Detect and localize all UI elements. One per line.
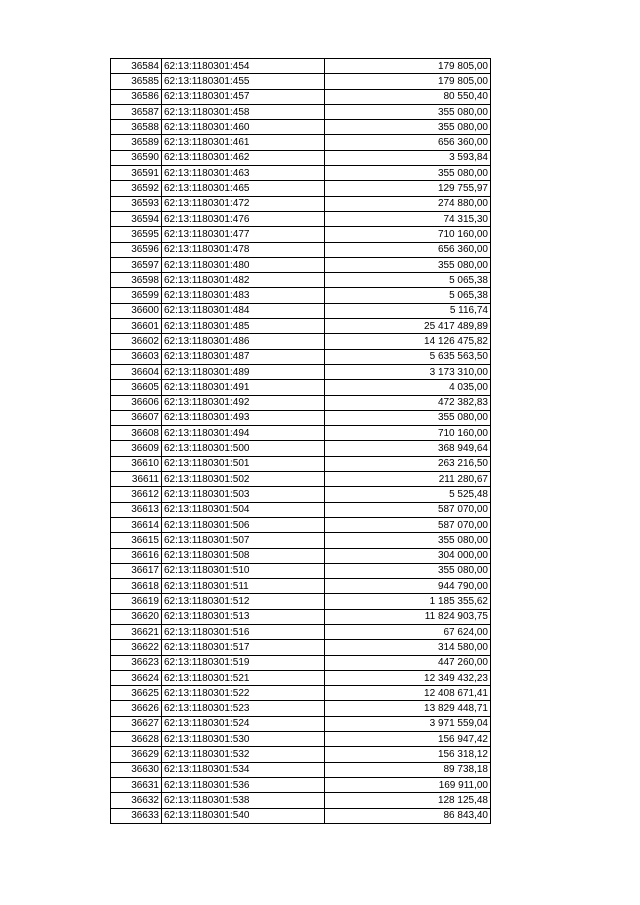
cadastral-number-cell: 62:13:1180301:506	[162, 517, 325, 532]
cadastral-value-cell: 11 824 903,75	[325, 609, 491, 624]
row-number-cell: 36624	[111, 670, 162, 685]
row-number-cell: 36599	[111, 288, 162, 303]
table-row	[111, 732, 491, 747]
cadastral-number-cell: 62:13:1180301:476	[162, 211, 325, 226]
cadastral-value-cell: 156 947,42	[325, 732, 491, 747]
table-row	[111, 288, 491, 303]
row-number-cell: 36628	[111, 732, 162, 747]
cadastral-number-cell: 62:13:1180301:530	[162, 732, 325, 747]
table-body	[111, 59, 491, 824]
cadastral-value-cell: 156 318,12	[325, 747, 491, 762]
row-number-cell: 36597	[111, 257, 162, 272]
row-number-cell: 36587	[111, 104, 162, 119]
row-number-cell: 36588	[111, 120, 162, 135]
cadastral-value-cell: 25 417 489,89	[325, 319, 491, 334]
cadastral-number-cell: 62:13:1180301:493	[162, 410, 325, 425]
row-number-cell: 36630	[111, 762, 162, 777]
row-number-cell: 36602	[111, 334, 162, 349]
table-row	[111, 135, 491, 150]
row-number-cell: 36609	[111, 441, 162, 456]
row-number-cell: 36611	[111, 472, 162, 487]
row-number-cell: 36610	[111, 456, 162, 471]
cadastral-value-cell: 128 125,48	[325, 793, 491, 808]
cadastral-value-cell: 129 755,97	[325, 181, 491, 196]
cadastral-number-cell: 62:13:1180301:472	[162, 196, 325, 211]
cadastral-number-cell: 62:13:1180301:524	[162, 716, 325, 731]
row-number-cell: 36633	[111, 808, 162, 823]
row-number-cell: 36590	[111, 150, 162, 165]
cadastral-number-cell: 62:13:1180301:494	[162, 426, 325, 441]
table-row	[111, 609, 491, 624]
cadastral-number-cell: 62:13:1180301:534	[162, 762, 325, 777]
cadastral-number-cell: 62:13:1180301:512	[162, 594, 325, 609]
cadastral-number-cell: 62:13:1180301:501	[162, 456, 325, 471]
cadastral-value-cell: 169 911,00	[325, 777, 491, 792]
table-row	[111, 655, 491, 670]
table-row	[111, 166, 491, 181]
cadastral-value-cell: 710 160,00	[325, 426, 491, 441]
table-row	[111, 120, 491, 135]
row-number-cell: 36596	[111, 242, 162, 257]
table-row	[111, 747, 491, 762]
cadastral-value-cell: 355 080,00	[325, 533, 491, 548]
cadastral-value-cell: 211 280,67	[325, 472, 491, 487]
cadastral-number-cell: 62:13:1180301:486	[162, 334, 325, 349]
cadastral-number-cell: 62:13:1180301:477	[162, 227, 325, 242]
table-row	[111, 242, 491, 257]
cadastral-value-cell: 67 624,00	[325, 624, 491, 639]
row-number-cell: 36603	[111, 349, 162, 364]
row-number-cell: 36626	[111, 701, 162, 716]
cadastral-value-cell: 80 550,40	[325, 89, 491, 104]
cadastral-value-cell: 5 065,38	[325, 273, 491, 288]
cadastral-value-cell: 472 382,83	[325, 395, 491, 410]
cadastral-value-cell: 355 080,00	[325, 410, 491, 425]
table-row	[111, 762, 491, 777]
cadastral-number-cell: 62:13:1180301:463	[162, 166, 325, 181]
cadastral-number-cell: 62:13:1180301:457	[162, 89, 325, 104]
cadastral-value-cell: 5 116,74	[325, 303, 491, 318]
cadastral-number-cell: 62:13:1180301:462	[162, 150, 325, 165]
cadastral-number-cell: 62:13:1180301:500	[162, 441, 325, 456]
table-row	[111, 640, 491, 655]
cadastral-value-cell: 355 080,00	[325, 257, 491, 272]
cadastral-value-cell: 5 525,48	[325, 487, 491, 502]
cadastral-value-cell: 368 949,64	[325, 441, 491, 456]
cadastral-value-cell: 5 065,38	[325, 288, 491, 303]
row-number-cell: 36604	[111, 364, 162, 379]
cadastral-value-cell: 86 843,40	[325, 808, 491, 823]
table-row	[111, 472, 491, 487]
row-number-cell: 36617	[111, 563, 162, 578]
table-row	[111, 808, 491, 823]
table-row	[111, 150, 491, 165]
cadastral-number-cell: 62:13:1180301:540	[162, 808, 325, 823]
table-row	[111, 517, 491, 532]
table-row	[111, 701, 491, 716]
cadastral-value-cell: 89 738,18	[325, 762, 491, 777]
table-row	[111, 579, 491, 594]
cadastral-value-cell: 587 070,00	[325, 517, 491, 532]
cadastral-number-cell: 62:13:1180301:492	[162, 395, 325, 410]
row-number-cell: 36601	[111, 319, 162, 334]
table-row	[111, 410, 491, 425]
table-row	[111, 334, 491, 349]
cadastral-number-cell: 62:13:1180301:536	[162, 777, 325, 792]
row-number-cell: 36622	[111, 640, 162, 655]
table-row	[111, 624, 491, 639]
table-row	[111, 533, 491, 548]
row-number-cell: 36593	[111, 196, 162, 211]
table-row	[111, 502, 491, 517]
table-row	[111, 273, 491, 288]
table-row	[111, 74, 491, 89]
cadastral-value-cell: 355 080,00	[325, 166, 491, 181]
table-row	[111, 548, 491, 563]
table-row	[111, 456, 491, 471]
cadastral-number-cell: 62:13:1180301:491	[162, 380, 325, 395]
table-row	[111, 89, 491, 104]
row-number-cell: 36613	[111, 502, 162, 517]
table-row	[111, 181, 491, 196]
row-number-cell: 36600	[111, 303, 162, 318]
row-number-cell: 36625	[111, 686, 162, 701]
cadastral-value-cell: 263 216,50	[325, 456, 491, 471]
cadastral-value-cell: 4 035,00	[325, 380, 491, 395]
table-row	[111, 349, 491, 364]
table-row	[111, 303, 491, 318]
row-number-cell: 36589	[111, 135, 162, 150]
table-row	[111, 793, 491, 808]
cadastral-value-cell: 304 000,00	[325, 548, 491, 563]
table-row	[111, 380, 491, 395]
cadastral-value-cell: 355 080,00	[325, 120, 491, 135]
cadastral-value-cell: 656 360,00	[325, 242, 491, 257]
cadastral-number-cell: 62:13:1180301:502	[162, 472, 325, 487]
cadastral-value-cell: 355 080,00	[325, 563, 491, 578]
row-number-cell: 36623	[111, 655, 162, 670]
cadastral-number-cell: 62:13:1180301:503	[162, 487, 325, 502]
cadastral-number-cell: 62:13:1180301:465	[162, 181, 325, 196]
table-row	[111, 686, 491, 701]
table-row	[111, 211, 491, 226]
row-number-cell: 36619	[111, 594, 162, 609]
cadastral-value-cell: 12 408 671,41	[325, 686, 491, 701]
cadastral-number-cell: 62:13:1180301:508	[162, 548, 325, 563]
row-number-cell: 36595	[111, 227, 162, 242]
cadastral-number-cell: 62:13:1180301:517	[162, 640, 325, 655]
cadastral-number-cell: 62:13:1180301:489	[162, 364, 325, 379]
row-number-cell: 36598	[111, 273, 162, 288]
cadastral-value-cell: 355 080,00	[325, 104, 491, 119]
row-number-cell: 36606	[111, 395, 162, 410]
row-number-cell: 36616	[111, 548, 162, 563]
cadastral-value-cell: 3 971 559,04	[325, 716, 491, 731]
cadastral-value-cell: 3 173 310,00	[325, 364, 491, 379]
cadastral-value-cell: 74 315,30	[325, 211, 491, 226]
cadastral-number-cell: 62:13:1180301:461	[162, 135, 325, 150]
table-row	[111, 441, 491, 456]
cadastral-value-cell: 3 593,84	[325, 150, 491, 165]
row-number-cell: 36607	[111, 410, 162, 425]
table-row	[111, 104, 491, 119]
cadastral-number-cell: 62:13:1180301:522	[162, 686, 325, 701]
table-row	[111, 563, 491, 578]
row-number-cell: 36584	[111, 59, 162, 74]
table-row	[111, 364, 491, 379]
cadastral-number-cell: 62:13:1180301:478	[162, 242, 325, 257]
cadastral-value-cell: 12 349 432,23	[325, 670, 491, 685]
cadastral-number-cell: 62:13:1180301:507	[162, 533, 325, 548]
row-number-cell: 36585	[111, 74, 162, 89]
cadastral-value-cell: 587 070,00	[325, 502, 491, 517]
row-number-cell: 36614	[111, 517, 162, 532]
table-row	[111, 777, 491, 792]
row-number-cell: 36594	[111, 211, 162, 226]
row-number-cell: 36605	[111, 380, 162, 395]
cadastral-number-cell: 62:13:1180301:482	[162, 273, 325, 288]
cadastral-number-cell: 62:13:1180301:513	[162, 609, 325, 624]
cadastral-value-cell: 179 805,00	[325, 74, 491, 89]
cadastral-number-cell: 62:13:1180301:504	[162, 502, 325, 517]
cadastral-number-cell: 62:13:1180301:487	[162, 349, 325, 364]
row-number-cell: 36608	[111, 426, 162, 441]
table-row	[111, 594, 491, 609]
cadastral-value-cell: 274 880,00	[325, 196, 491, 211]
cadastral-number-cell: 62:13:1180301:480	[162, 257, 325, 272]
cadastral-number-cell: 62:13:1180301:483	[162, 288, 325, 303]
row-number-cell: 36620	[111, 609, 162, 624]
cadastral-value-cell: 179 805,00	[325, 59, 491, 74]
cadastral-number-cell: 62:13:1180301:458	[162, 104, 325, 119]
cadastral-number-cell: 62:13:1180301:455	[162, 74, 325, 89]
row-number-cell: 36618	[111, 579, 162, 594]
cadastral-value-table	[110, 58, 491, 824]
cadastral-number-cell: 62:13:1180301:454	[162, 59, 325, 74]
cadastral-number-cell: 62:13:1180301:523	[162, 701, 325, 716]
cadastral-value-cell: 314 580,00	[325, 640, 491, 655]
cadastral-value-cell: 5 635 563,50	[325, 349, 491, 364]
row-number-cell: 36632	[111, 793, 162, 808]
table-row	[111, 319, 491, 334]
cadastral-value-cell: 710 160,00	[325, 227, 491, 242]
cadastral-value-cell: 944 790,00	[325, 579, 491, 594]
cadastral-value-cell: 447 260,00	[325, 655, 491, 670]
row-number-cell: 36592	[111, 181, 162, 196]
table-row	[111, 716, 491, 731]
cadastral-number-cell: 62:13:1180301:460	[162, 120, 325, 135]
cadastral-number-cell: 62:13:1180301:485	[162, 319, 325, 334]
cadastral-number-cell: 62:13:1180301:538	[162, 793, 325, 808]
cadastral-number-cell: 62:13:1180301:484	[162, 303, 325, 318]
row-number-cell: 36627	[111, 716, 162, 731]
row-number-cell: 36615	[111, 533, 162, 548]
cadastral-value-cell: 13 829 448,71	[325, 701, 491, 716]
table-row	[111, 395, 491, 410]
cadastral-number-cell: 62:13:1180301:532	[162, 747, 325, 762]
cadastral-number-cell: 62:13:1180301:519	[162, 655, 325, 670]
cadastral-value-cell: 656 360,00	[325, 135, 491, 150]
cadastral-value-cell: 14 126 475,82	[325, 334, 491, 349]
cadastral-number-cell: 62:13:1180301:510	[162, 563, 325, 578]
table-row	[111, 59, 491, 74]
cadastral-value-cell: 1 185 355,62	[325, 594, 491, 609]
table-row	[111, 257, 491, 272]
row-number-cell: 36586	[111, 89, 162, 104]
cadastral-number-cell: 62:13:1180301:511	[162, 579, 325, 594]
cadastral-number-cell: 62:13:1180301:521	[162, 670, 325, 685]
table-row	[111, 487, 491, 502]
cadastral-number-cell: 62:13:1180301:516	[162, 624, 325, 639]
row-number-cell: 36629	[111, 747, 162, 762]
row-number-cell: 36591	[111, 166, 162, 181]
table-row	[111, 227, 491, 242]
table-row	[111, 196, 491, 211]
table-row	[111, 426, 491, 441]
table-row	[111, 670, 491, 685]
row-number-cell: 36612	[111, 487, 162, 502]
row-number-cell: 36631	[111, 777, 162, 792]
row-number-cell: 36621	[111, 624, 162, 639]
